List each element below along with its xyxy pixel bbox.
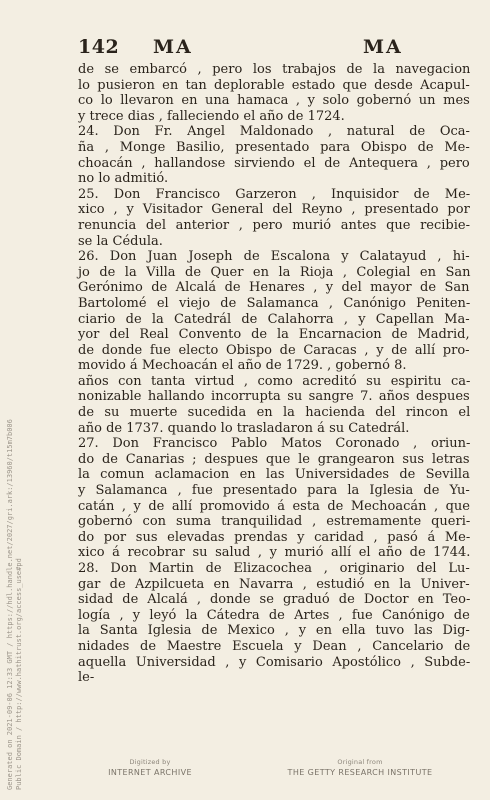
body-text: [78, 62, 470, 686]
text-line: sidad de Alcalá , donde se graduó de Doctor en Teo-: [78, 592, 471, 608]
text-line: co lo llevaron en una hamaca , y solo gobernó un mes: [78, 93, 470, 109]
text-line: do por sus elevadas prendas y caridad , pasó á Me-: [78, 529, 471, 545]
hathitrust-watermark: [6, 419, 26, 790]
text-line: Gerónimo de Alcalá de Henares , y del mayor de San: [78, 280, 470, 296]
digitized-by-block: [90, 758, 210, 777]
original-from-label: Original from: [337, 758, 383, 766]
text-line: de su muerte sucedida en la hacienda del rincon el: [78, 405, 471, 421]
text-line: 26. Don Juan Joseph de Escalona y Calatayud , hi-: [78, 249, 470, 265]
text-line: ña , Monge Basilio, presentado para Obispo de Me-: [78, 139, 470, 155]
watermark-line-generated: Generated on 2021-09-06 12:33 GMT / https://hdl.handle.net/2027/gri.ark:/13960/t15m7b006: [6, 419, 14, 790]
text-line: 28. Don Martin de Elizacochea , originario del Lu-: [78, 561, 470, 576]
text-line: ciario de la Catedrál de Calahorra , y Capellan Ma-: [78, 311, 470, 327]
text-line: xico , y Visitador General del Reyno , presentado por: [78, 202, 470, 218]
text-line: se la Cédula.: [78, 233, 163, 249]
text-line: choacán , hallandose sirviendo el de Antequera , pero: [78, 155, 470, 171]
text-line: 24. Don Fr. Angel Maldonado , natural de Oca-: [78, 124, 470, 140]
text-line: gar de Azpilcueta en Navarra , estudió en la Univer-: [78, 576, 470, 592]
text-line: do de Canarias ; despues que le grangearon sus letras: [78, 451, 470, 467]
text-line: la comun aclamacion en las Universidades de Sevilla: [78, 467, 470, 483]
text-line: año de 1737. quando lo trasladaron á su Catedrál.: [78, 420, 410, 436]
text-line: yor del Real Convento de la Encarnacion de Madrid,: [78, 327, 470, 343]
text-line: Bartolomé el viejo de Salamanca , Canónigo Peniten-: [78, 295, 471, 311]
text-line: 27. Don Francisco Pablo Matos Coronado , oriun-: [78, 436, 471, 452]
text-line: aquella Universidad , y Comisario Apostólico , Subde-: [78, 654, 471, 670]
digitized-by-label: Digitized by: [129, 758, 171, 766]
text-line: nonizable hallando incorrupta su sangre 7. años despues: [78, 389, 470, 405]
text-line: renuncia del anterior , pero murió antes que recibie-: [78, 217, 470, 233]
text-line: de donde fue electo Obispo de Caracas , y de allí pro-: [78, 342, 470, 358]
original-from-block: [270, 758, 450, 777]
text-line: gobernó con suma tranquilidad , estremamente queri-: [78, 514, 471, 530]
page-number: 142: [78, 36, 120, 58]
text-line: la Santa Iglesia de Mexico , y en ella tuvo las Dig-: [78, 623, 470, 639]
watermark-line-public-domain: Public Domain / http://www.hathitrust.org/access_use#pd: [15, 558, 23, 790]
text-line: y Salamanca , fue presentado para la Iglesia de Yu-: [78, 483, 470, 499]
text-line: le-: [78, 670, 95, 686]
internet-archive-label: INTERNET ARCHIVE: [108, 768, 192, 777]
text-line: y trece dias , falleciendo el año de 1724.: [78, 108, 345, 124]
text-line: de se embarcó , pero los trabajos de la navegacion: [78, 62, 471, 77]
text-line: 25. Don Francisco Garzeron , Inquisidor de Me-: [78, 186, 471, 202]
running-head-left: MA: [153, 36, 193, 58]
getty-institute-label: THE GETTY RESEARCH INSTITUTE: [287, 768, 433, 777]
text-line: catán , y de allí promovido á esta de Mechoacán , que: [78, 498, 470, 514]
text-line: movido á Mechoacán el año de 1729. , gobernó 8.: [78, 358, 407, 374]
text-line: años con tanta virtud , como acreditó su espiritu ca-: [78, 373, 471, 389]
text-line: nidades de Maestre Escuela y Dean , Cancelario de: [78, 638, 471, 654]
text-line: logía , y leyó la Cátedra de Artes , fue Canónigo de: [78, 607, 470, 623]
text-line: lo pusieron en tan deplorable estado que desde Acapul-: [78, 77, 470, 93]
digitization-footer: [0, 758, 490, 794]
text-line: no lo admitió.: [78, 171, 169, 187]
text-line: jo de la Villa de Quer en la Rioja , Colegial en San: [78, 264, 471, 280]
text-line: xico á recobrar su salud , y murió allí el año de 1744.: [78, 545, 471, 561]
running-head-right: MA: [363, 36, 403, 58]
